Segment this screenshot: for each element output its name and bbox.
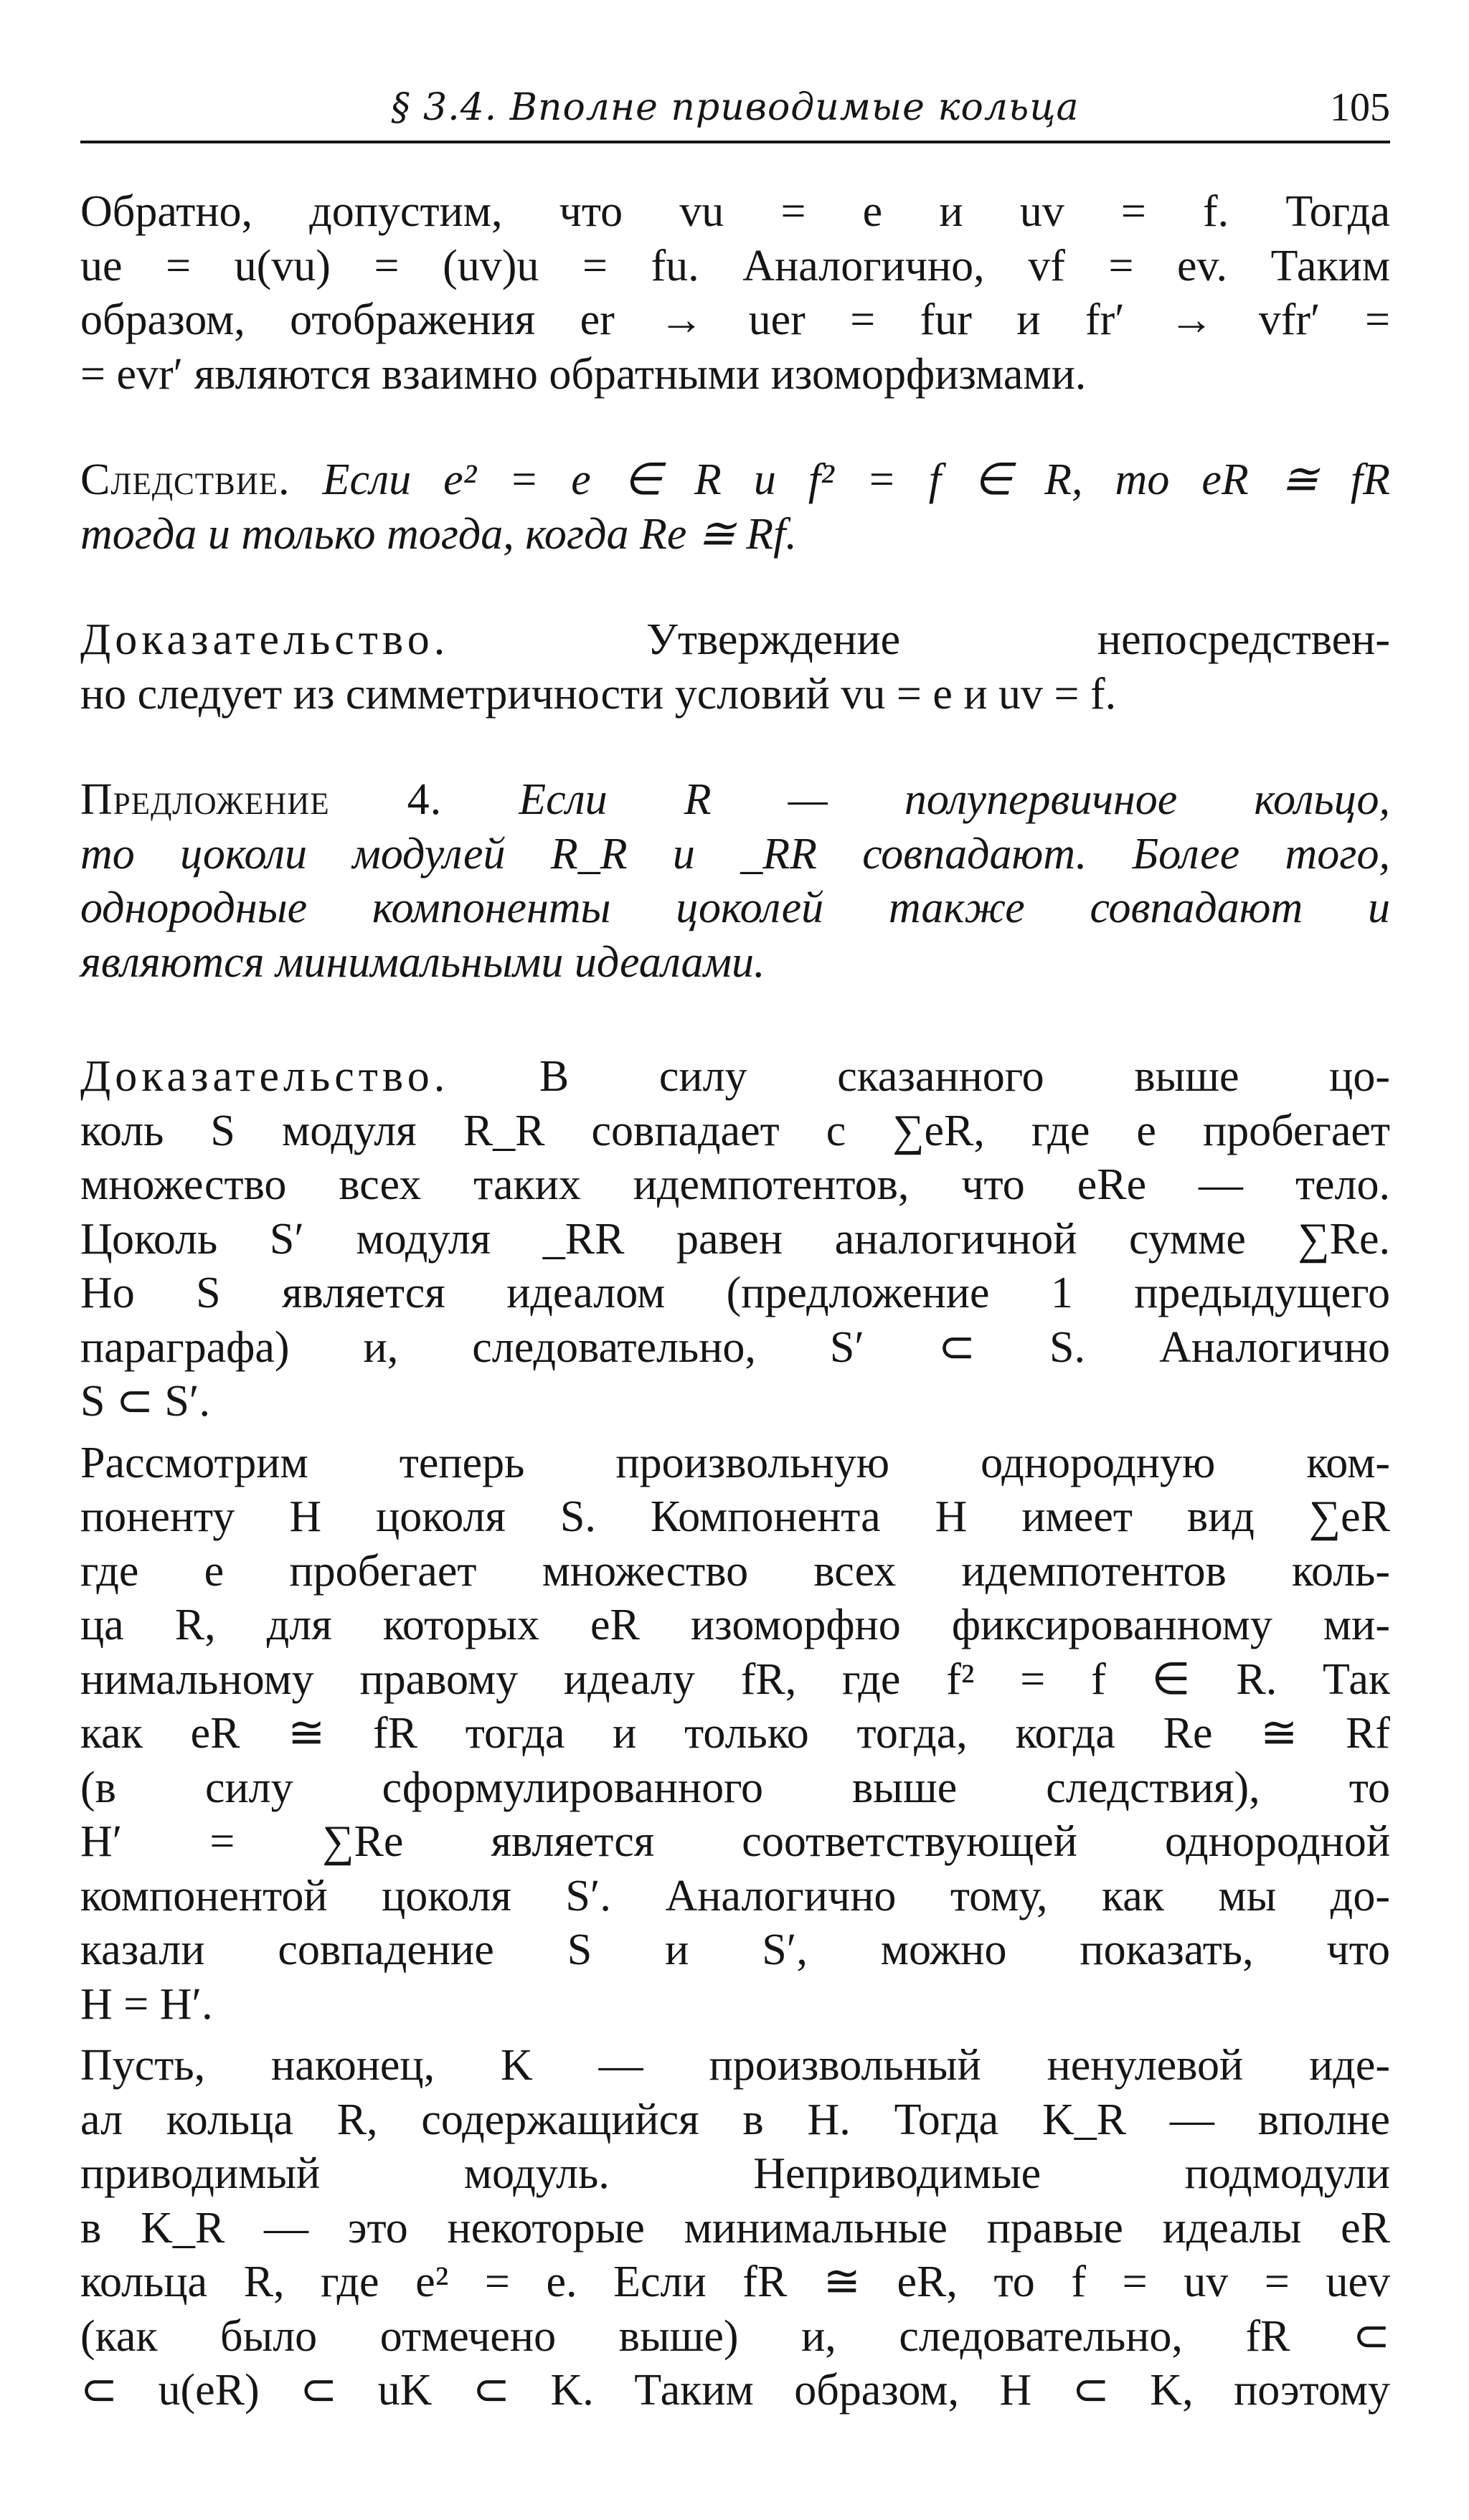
text-line: то цоколи модулей R_R и _RR совпадают. Более того,	[80, 829, 1390, 878]
text-line: образом, отображения er → uer = fur и fr′ → vfr′ =	[80, 295, 1390, 344]
text-line: тогда и только тогда, когда Re ≅ Rf.	[80, 509, 797, 559]
page-body	[80, 185, 1390, 2418]
text-line: как eR ≅ fR тогда и только тогда, когда Re ≅ Rf	[80, 1709, 1390, 1758]
proposition-label: Предложение 4.	[80, 775, 443, 824]
text-line: S ⊂ S′.	[80, 1377, 210, 1426]
text-line: Цоколь S′ модуля _RR равен аналогичной сумме ∑Re.	[80, 1214, 1390, 1264]
proof-corollary	[80, 613, 1390, 721]
running-title: § 3.4. Вполне приводимые кольца	[391, 86, 1080, 129]
text-line: (в силу сформулированного выше следствия), то	[80, 1763, 1390, 1812]
text-line	[80, 773, 1390, 828]
proposition-4	[80, 773, 1390, 990]
proof-label: Доказательство.	[80, 615, 450, 664]
text-line: коль S модуля R_R совпадает с ∑eR, где e пробегает	[80, 1106, 1390, 1155]
corollary-text: Если e² = e ∈ R и f² = f ∈ R, то eR ≅ fR	[322, 455, 1390, 504]
text-line: компонентой цоколя S′. Аналогично тому, как мы до-	[80, 1871, 1390, 1920]
text-line: Но S является идеалом (предложение 1 предыдущего	[80, 1269, 1390, 1317]
text-line: кольца R, где e² = e. Если fR ≅ eR, то f = uv = uev	[80, 2258, 1390, 2306]
proof-label: Доказательство.	[80, 1052, 450, 1101]
paragraph-homogeneous-component	[80, 1436, 1390, 2032]
proof-text: В силу сказанного выше цо-	[539, 1052, 1391, 1101]
proof-proposition	[80, 1050, 1390, 1429]
spacer	[80, 1429, 1390, 1436]
text-line: Обратно, допустим, что vu = e и uv = f. Тогда	[80, 187, 1390, 236]
text-line: казали совпадение S и S′, можно показать, что	[80, 1925, 1390, 1974]
text-line: в K_R — это некоторые минимальные правые идеалы eR	[80, 2203, 1390, 2253]
text-line: ал кольца R, содержащийся в H. Тогда K_R — вполне	[80, 2095, 1390, 2144]
spacer	[80, 721, 1390, 773]
proof-text: Утверждение непосредствен-	[646, 615, 1390, 664]
text-line: = evr′ являются взаимно обратными изоморфизмами.	[80, 349, 1087, 399]
text-line	[80, 1050, 1390, 1104]
text-line: H′ = ∑Re является соответствующей однородной	[80, 1817, 1390, 1866]
paragraph-inverse-maps	[80, 185, 1390, 402]
text-line: являются минимальными идеалами.	[80, 937, 765, 987]
text-line: приводимый модуль. Неприводимые подмодули	[80, 2149, 1390, 2198]
text-line: где e пробегает множество всех идемпотентов коль-	[80, 1546, 1390, 1596]
spacer	[80, 990, 1390, 1050]
text-line	[80, 453, 1390, 508]
text-line: но следует из симметричности условий vu = e и uv = f.	[80, 669, 1117, 719]
text-line: (как было отмечено выше) и, следовательно, fR ⊂	[80, 2311, 1390, 2361]
text-line: Рассмотрим теперь произвольную однородную ком-	[80, 1438, 1390, 1487]
proposition-text: Если R — полупервичное кольцо,	[519, 775, 1390, 824]
spacer	[80, 2032, 1390, 2039]
text-line: ⊂ u(eR) ⊂ uK ⊂ K. Таким образом, H ⊂ K, поэтому	[80, 2366, 1390, 2415]
text-line: H = H′.	[80, 1979, 213, 2029]
text-line: множество всех таких идемпотентов, что eRe — тело.	[80, 1160, 1390, 1209]
text-line: поненту H цоколя S. Компонента H имеет вид ∑eR	[80, 1492, 1390, 1541]
text-line	[80, 613, 1390, 668]
paragraph-ideal-k	[80, 2039, 1390, 2418]
text-line: нимальному правому идеалу fR, где f² = f ∈ R. Так	[80, 1654, 1390, 1704]
header-rule	[80, 141, 1390, 143]
corollary	[80, 453, 1390, 562]
text-line: однородные компоненты цоколей также совпадают и	[80, 884, 1390, 932]
page-header	[80, 72, 1390, 143]
text-line: Пусть, наконец, K — произвольный ненулевой иде-	[80, 2041, 1390, 2090]
text-line: ue = u(vu) = (uv)u = fu. Аналогично, vf = ev. Таким	[80, 241, 1390, 290]
page-number: 105	[1330, 85, 1390, 130]
spacer	[80, 402, 1390, 453]
spacer	[80, 562, 1390, 613]
text-line: ца R, для которых eR изоморфно фиксированному ми-	[80, 1601, 1390, 1649]
corollary-label: Следствие.	[80, 455, 291, 504]
text-line: параграфа) и, следовательно, S′ ⊂ S. Аналогично	[80, 1322, 1390, 1372]
